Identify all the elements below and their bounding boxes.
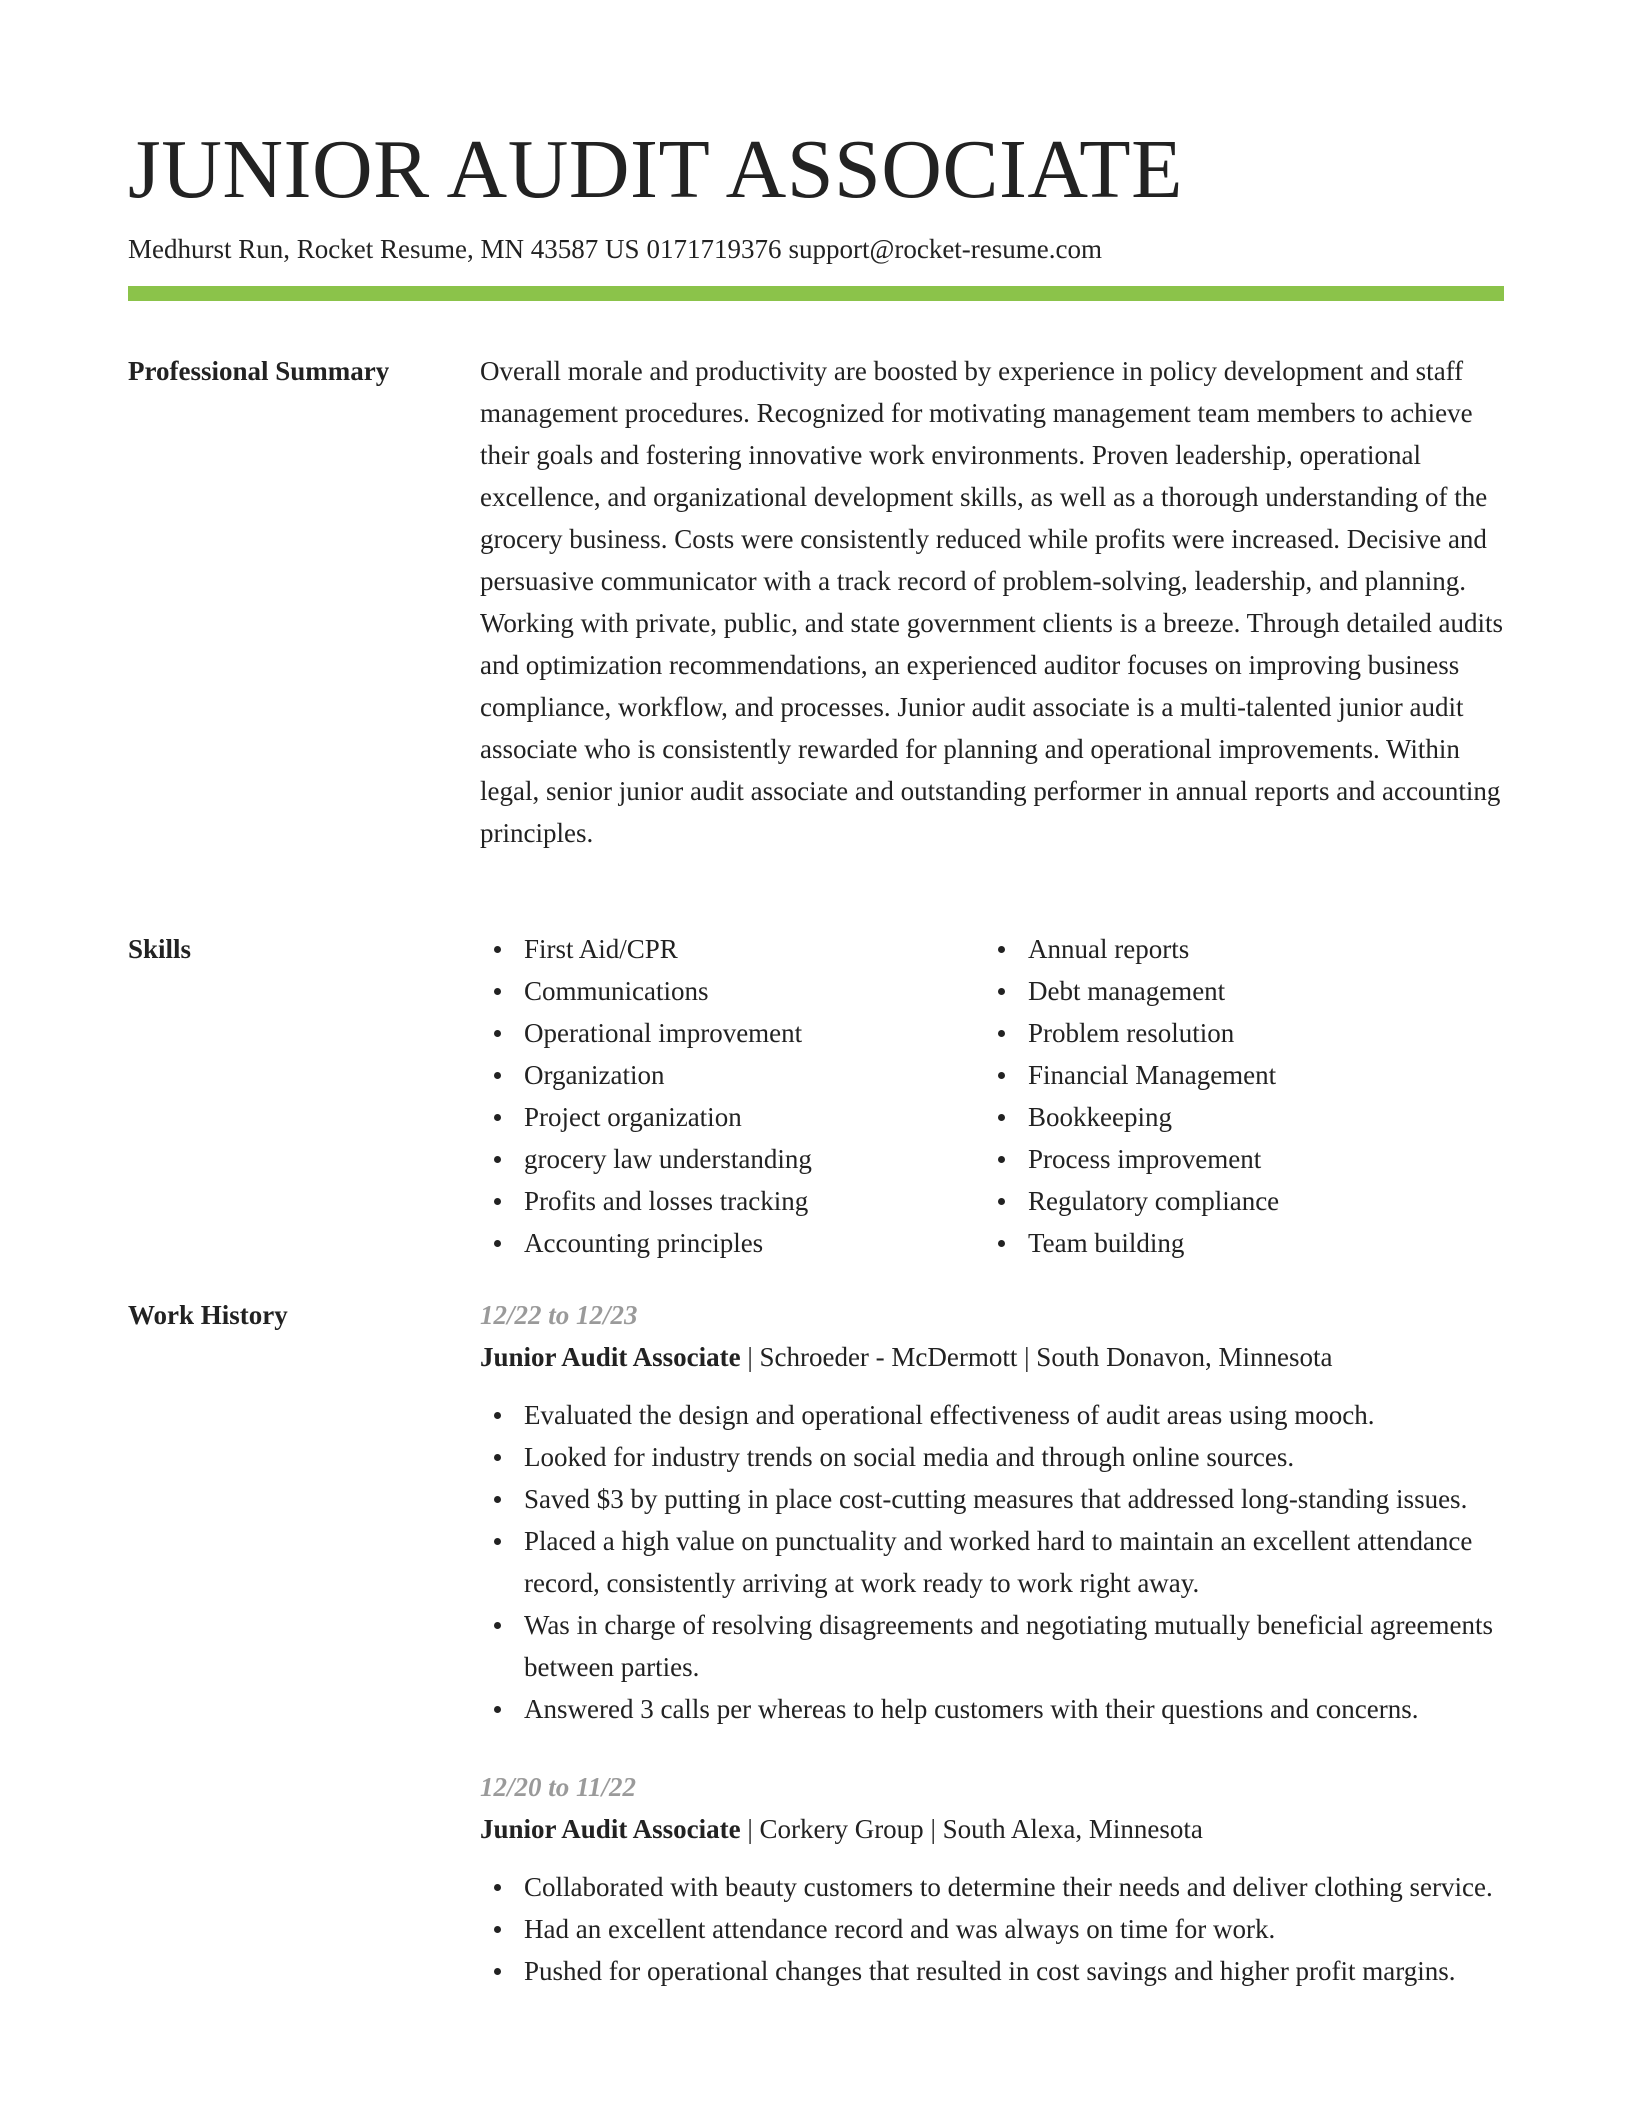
skill-item: Team building bbox=[984, 1222, 1488, 1264]
job-location: South Alexa, Minnesota bbox=[942, 1814, 1203, 1844]
summary-section bbox=[128, 350, 1504, 890]
duty-item: Placed a high value on punctuality and worked hard to maintain an excellent attendance record, consistently arriving at work ready to work right away. bbox=[480, 1520, 1504, 1604]
skill-item: Profits and losses tracking bbox=[480, 1180, 984, 1222]
job-heading: Junior Audit Associate | Schroeder - McDermott | South Donavon, Minnesota bbox=[480, 1342, 1333, 1372]
contact-phone: 0171719376 bbox=[646, 234, 782, 264]
duty-item: Evaluated the design and operational effectiveness of audit areas using mooch. bbox=[480, 1394, 1504, 1436]
summary-heading: Professional Summary bbox=[128, 356, 390, 386]
duty-item: Had an excellent attendance record and was always on time for work. bbox=[480, 1908, 1504, 1950]
skill-item: Organization bbox=[480, 1054, 984, 1096]
skill-item: Accounting principles bbox=[480, 1222, 984, 1264]
skill-item: Annual reports bbox=[984, 928, 1488, 970]
skill-item: grocery law understanding bbox=[480, 1138, 984, 1180]
contact-email[interactable]: support@rocket-resume.com bbox=[788, 234, 1103, 264]
duty-item: Collaborated with beauty customers to determine their needs and deliver clothing service. bbox=[480, 1866, 1504, 1908]
skills-section bbox=[128, 928, 1504, 1268]
header-divider bbox=[128, 286, 1504, 301]
skills-list bbox=[480, 928, 1504, 1264]
work-history-section bbox=[128, 1294, 1504, 2112]
job-duties bbox=[480, 1394, 1504, 1730]
skill-item: Project organization bbox=[480, 1096, 984, 1138]
skill-item: Financial Management bbox=[984, 1054, 1488, 1096]
skill-item: Bookkeeping bbox=[984, 1096, 1488, 1138]
job-location: South Donavon, Minnesota bbox=[1036, 1342, 1333, 1372]
skills-heading: Skills bbox=[128, 934, 192, 964]
job-title: Junior Audit Associate bbox=[480, 1814, 741, 1844]
skill-item: Regulatory compliance bbox=[984, 1180, 1488, 1222]
skill-item: Debt management bbox=[984, 970, 1488, 1012]
skill-item: Operational improvement bbox=[480, 1012, 984, 1054]
skill-item: Problem resolution bbox=[984, 1012, 1488, 1054]
skill-item: Communications bbox=[480, 970, 984, 1012]
job-heading: Junior Audit Associate | Corkery Group | South Alexa, Minnesota bbox=[480, 1814, 1203, 1844]
duty-item: Was in charge of resolving disagreements and negotiating mutually beneficial agreements between parties. bbox=[480, 1604, 1504, 1688]
candidate-name: JUNIOR AUDIT ASSOCIATE bbox=[128, 123, 1183, 216]
summary-text: Overall morale and productivity are boosted by experience in policy development and staff management procedures. Recognized for motivating management team members to achieve their goals and fostering innovative work environments. Proven leadership, operational excellence, and organizational development skills, as well as a thorough understanding of the grocery business. Costs were consistently reduced while profits were increased. Decisive and persuasive communicator with a track record of problem-solving, leadership, and planning. Working with private, public, and state government clients is a breeze. Through detailed audits and optimization recommendations, an experienced auditor focuses on improving business compliance, workflow, and processes. Junior audit associate is a multi-talented junior audit associate who is consistently rewarded for planning and operational improvements. Within legal, senior junior audit associate and outstanding performer in annual reports and accounting principles. bbox=[480, 356, 1504, 848]
duty-item: Looked for industry trends on social media and through online sources. bbox=[480, 1436, 1504, 1478]
job-dates: 12/20 to 11/22 bbox=[480, 1772, 637, 1802]
skill-item: First Aid/CPR bbox=[480, 928, 984, 970]
job-company: Corkery Group bbox=[759, 1814, 924, 1844]
contact-line bbox=[128, 232, 1102, 266]
duty-item: Answered 3 calls per whereas to help customers with their questions and concerns. bbox=[480, 1688, 1504, 1730]
work-history-body bbox=[480, 1294, 1504, 2028]
duty-item: Saved $3 by putting in place cost-cutting measures that addressed long-standing issues. bbox=[480, 1478, 1504, 1520]
work-history-heading: Work History bbox=[128, 1300, 288, 1330]
job-entry bbox=[480, 1294, 1504, 1730]
skills-column-left bbox=[480, 928, 984, 1264]
job-entry bbox=[480, 1766, 1504, 1992]
job-dates: 12/22 to 12/23 bbox=[480, 1300, 638, 1330]
contact-address: Medhurst Run, Rocket Resume, MN 43587 US bbox=[128, 234, 640, 264]
job-title: Junior Audit Associate bbox=[480, 1342, 741, 1372]
job-company: Schroeder - McDermott bbox=[759, 1342, 1018, 1372]
job-duties bbox=[480, 1866, 1504, 1992]
skill-item: Process improvement bbox=[984, 1138, 1488, 1180]
duty-item: Pushed for operational changes that resulted in cost savings and higher profit margins. bbox=[480, 1950, 1504, 1992]
skills-column-right bbox=[984, 928, 1488, 1264]
